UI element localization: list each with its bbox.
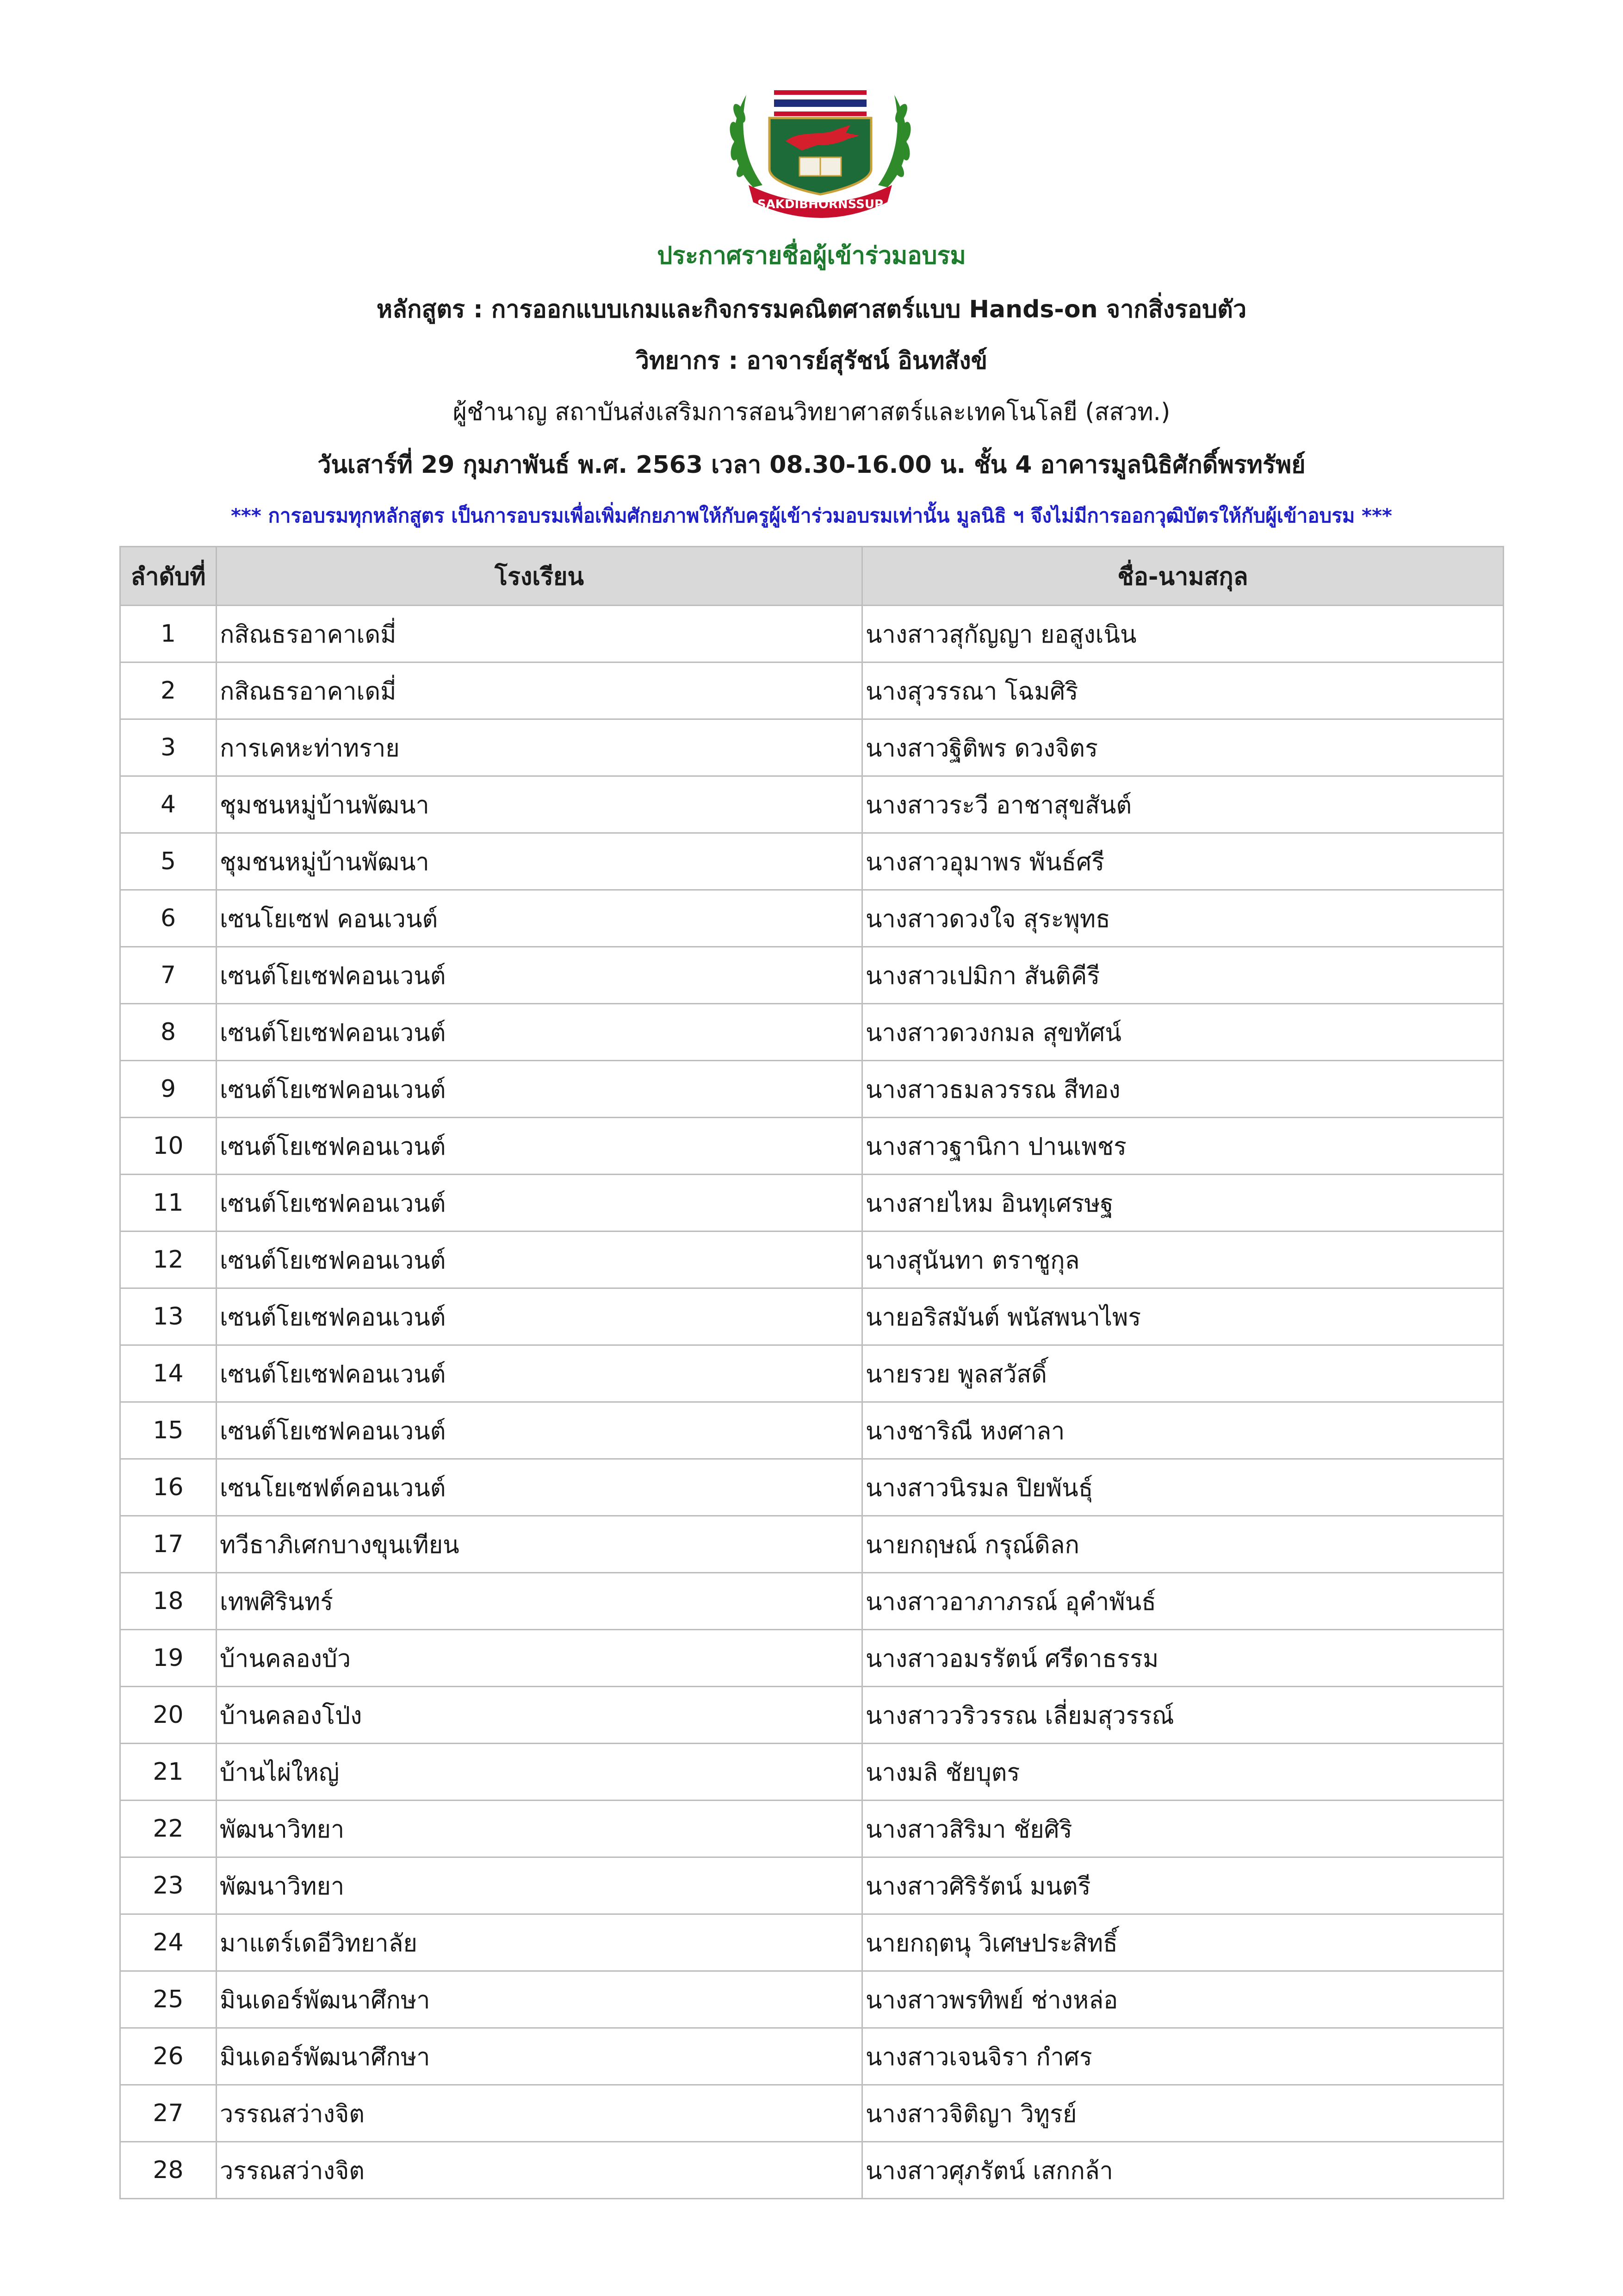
- table-row: [120, 1061, 1504, 1118]
- table-row: [120, 1004, 1504, 1061]
- row-number: 10: [120, 1118, 217, 1175]
- course-title: หลักสูตร : การออกแบบเกมและกิจกรรมคณิตศาสตร์แบบ Hands-on จากสิ่งรอบตัว: [376, 296, 1247, 323]
- school-cell: การเคหะท่าทราย: [217, 719, 862, 776]
- row-number: 7: [120, 947, 217, 1004]
- row-number: 24: [120, 1914, 217, 1971]
- participant-name-cell: นายกฤษณ์ กรุณ์ดิลก: [862, 1516, 1504, 1573]
- participant-name-cell: นางสายไหม อินทุเศรษฐ: [862, 1175, 1504, 1232]
- participant-name-cell: นางสาวศุภรัตน์ เสกกล้า: [862, 2142, 1504, 2199]
- school-cell: มาแตร์เดอีวิทยาลัย: [217, 1914, 862, 1971]
- table-row: [120, 1175, 1504, 1232]
- participant-name-cell: นายกฤตนุ วิเศษประสิทธิ์: [862, 1914, 1504, 1971]
- school-cell: มินเดอร์พัฒนาศึกษา: [217, 1971, 862, 2028]
- row-number: 3: [120, 719, 217, 776]
- table-row: [120, 1744, 1504, 1801]
- school-cell: พัฒนาวิทยา: [217, 1801, 862, 1857]
- school-cell: เซนต์โยเซฟคอนเวนต์: [217, 947, 862, 1004]
- school-cell: เซนต์โยเซฟคอนเวนต์: [217, 1402, 862, 1459]
- school-cell: เซนต์โยเซฟคอนเวนต์: [217, 1061, 862, 1118]
- logo-banner-text: SAKDIBHORNSSUP: [757, 198, 884, 211]
- row-number: 17: [120, 1516, 217, 1573]
- participant-name-cell: นางสาววริวรรณ เลี่ยมสุวรรณ์: [862, 1687, 1504, 1744]
- table-row: [120, 776, 1504, 833]
- school-cell: ชุมชนหมู่บ้านพัฒนา: [217, 776, 862, 833]
- school-cell: ทวีธาภิเศกบางขุนเทียน: [217, 1516, 862, 1573]
- row-number: 16: [120, 1459, 217, 1516]
- row-number: 22: [120, 1801, 217, 1857]
- row-number: 12: [120, 1232, 217, 1288]
- participant-name-cell: นายรวย พูลสวัสดิ์: [862, 1345, 1504, 1402]
- table-row: [120, 1232, 1504, 1288]
- table-row: [120, 1345, 1504, 1402]
- school-cell: วรรณสว่างจิต: [217, 2142, 862, 2199]
- table-row: [120, 606, 1504, 662]
- participant-name-cell: นางสาวอาภาภรณ์ อุคำพันธ์: [862, 1573, 1504, 1630]
- column-header-number: ลำดับที่: [120, 547, 217, 606]
- row-number: 19: [120, 1630, 217, 1687]
- table-row: [120, 1516, 1504, 1573]
- speaker-line: วิทยากร : อาจารย์สุรัชน์ อินทสังข์: [635, 347, 988, 375]
- table-row: [120, 1914, 1504, 1971]
- participant-name-cell: นางสาวระวี อาชาสุขสันต์: [862, 776, 1504, 833]
- participant-name-cell: นางสาวอุมาพร พันธ์ศรี: [862, 833, 1504, 890]
- row-number: 25: [120, 1971, 217, 2028]
- school-cell: เซนต์โยเซฟคอนเวนต์: [217, 1004, 862, 1061]
- row-number: 6: [120, 890, 217, 947]
- school-cell: บ้านไผ่ใหญ่: [217, 1744, 862, 1801]
- school-cell: วรรณสว่างจิต: [217, 2085, 862, 2142]
- school-cell: เซนต์โยเซฟคอนเวนต์: [217, 1118, 862, 1175]
- row-number: 8: [120, 1004, 217, 1061]
- participant-name-cell: นางสาวฐานิกา ปานเพชร: [862, 1118, 1504, 1175]
- school-cell: เซนต์โยเซฟคอนเวนต์: [217, 1288, 862, 1345]
- participant-name-cell: นางสาวศิริรัตน์ มนตรี: [862, 1857, 1504, 1914]
- row-number: 1: [120, 606, 217, 662]
- row-number: 11: [120, 1175, 217, 1232]
- table-row: [120, 1288, 1504, 1345]
- table-row: [120, 1971, 1504, 2028]
- participant-name-cell: นางสาวดวงใจ สุระพุทธ: [862, 890, 1504, 947]
- table-row: [120, 1801, 1504, 1857]
- page-title: ประกาศรายชื่อผู้เข้าร่วมอบรม: [657, 242, 966, 270]
- row-number: 18: [120, 1573, 217, 1630]
- participant-table: [119, 546, 1504, 2199]
- row-number: 14: [120, 1345, 217, 1402]
- table-row: [120, 2142, 1504, 2199]
- participant-name-cell: นางสาวพรทิพย์ ช่างหล่อ: [862, 1971, 1504, 2028]
- school-cell: เซนต์โยเซฟคอนเวนต์: [217, 1175, 862, 1232]
- participant-name-cell: นางสาวเปมิกา สันติคีรี: [862, 947, 1504, 1004]
- school-cell: เซนต์โยเซฟคอนเวนต์: [217, 1345, 862, 1402]
- column-header-school: โรงเรียน: [217, 547, 862, 606]
- table-row: [120, 1573, 1504, 1630]
- participant-name-cell: นางสาวธมลวรรณ สีทอง: [862, 1061, 1504, 1118]
- school-cell: บ้านคลองบัว: [217, 1630, 862, 1687]
- table-row: [120, 890, 1504, 947]
- participant-name-cell: นางสาวจิติญา วิทูรย์: [862, 2085, 1504, 2142]
- school-cell: เทพศิรินทร์: [217, 1573, 862, 1630]
- table-row: [120, 1687, 1504, 1744]
- row-number: 2: [120, 662, 217, 719]
- row-number: 28: [120, 2142, 217, 2199]
- participant-name-cell: นางสาวฐิติพร ดวงจิตร: [862, 719, 1504, 776]
- table-row: [120, 2085, 1504, 2142]
- participant-name-cell: นางสาวสิริมา ชัยศิริ: [862, 1801, 1504, 1857]
- participant-name-cell: นางสาวนิรมล ปิยพันธุ์: [862, 1459, 1504, 1516]
- table-header-row: [120, 547, 1504, 606]
- row-number: 5: [120, 833, 217, 890]
- table-row: [120, 1118, 1504, 1175]
- table-row: [120, 1857, 1504, 1914]
- foundation-logo: [721, 81, 920, 220]
- row-number: 23: [120, 1857, 217, 1914]
- table-row: [120, 833, 1504, 890]
- row-number: 20: [120, 1687, 217, 1744]
- school-cell: กสิณธรอาคาเดมี่: [217, 606, 862, 662]
- participant-name-cell: นางสุนันทา ตราชูกุล: [862, 1232, 1504, 1288]
- participant-name-cell: นางสาวดวงกมล สุขทัศน์: [862, 1004, 1504, 1061]
- participant-name-cell: นางสาวอมรรัตน์ ศรีดาธรรม: [862, 1630, 1504, 1687]
- row-number: 26: [120, 2028, 217, 2085]
- table-row: [120, 1630, 1504, 1687]
- participant-name-cell: นางสุวรรณา โฉมศิริ: [862, 662, 1504, 719]
- column-header-name: ชื่อ-นามสกุล: [862, 547, 1504, 606]
- row-number: 4: [120, 776, 217, 833]
- table-row: [120, 1402, 1504, 1459]
- participant-name-cell: นางสาวสุกัญญา ยอสูงเนิน: [862, 606, 1504, 662]
- row-number: 27: [120, 2085, 217, 2142]
- row-number: 15: [120, 1402, 217, 1459]
- school-cell: มินเดอร์พัฒนาศึกษา: [217, 2028, 862, 2085]
- table-row: [120, 719, 1504, 776]
- participant-name-cell: นางชาริณี หงศาลา: [862, 1402, 1504, 1459]
- participant-name-cell: นางสาวเจนจิรา กำศร: [862, 2028, 1504, 2085]
- notice-line: *** การอบรมทุกหลักสูตร เป็นการอบรมเพื่อเพิ่มศักยภาพให้กับครูผู้เข้าร่วมอบรมเท่านั้น มูลนิธิ ฯ จึงไม่มีการออกวุฒิบัตรให้กับผู้เข้าอบรม ***: [230, 504, 1393, 527]
- school-cell: กสิณธรอาคาเดมี่: [217, 662, 862, 719]
- participant-name-cell: นายอริสมันต์ พนัสพนาไพร: [862, 1288, 1504, 1345]
- row-number: 13: [120, 1288, 217, 1345]
- school-cell: เซนโยเซฟต์คอนเวนต์: [217, 1459, 862, 1516]
- row-number: 9: [120, 1061, 217, 1118]
- school-cell: เซนโยเซฟ คอนเวนต์: [217, 890, 862, 947]
- table-row: [120, 1459, 1504, 1516]
- table-row: [120, 2028, 1504, 2085]
- row-number: 21: [120, 1744, 217, 1801]
- table-row: [120, 947, 1504, 1004]
- school-cell: บ้านคลองโป่ง: [217, 1687, 862, 1744]
- speaker-affiliation: ผู้ชำนาญ สถาบันส่งเสริมการสอนวิทยาศาสตร์และเทคโนโลยี (สสวท.): [452, 398, 1171, 426]
- event-date-line: วันเสาร์ที่ 29 กุมภาพันธ์ พ.ศ. 2563 เวลา 08.30-16.00 น. ชั้น 4 อาคารมูลนิธิศักดิ์พรทรัพย์: [317, 451, 1306, 479]
- participant-name-cell: นางมลิ ชัยบุตร: [862, 1744, 1504, 1801]
- school-cell: เซนต์โยเซฟคอนเวนต์: [217, 1232, 862, 1288]
- school-cell: ชุมชนหมู่บ้านพัฒนา: [217, 833, 862, 890]
- table-row: [120, 662, 1504, 719]
- school-cell: พัฒนาวิทยา: [217, 1857, 862, 1914]
